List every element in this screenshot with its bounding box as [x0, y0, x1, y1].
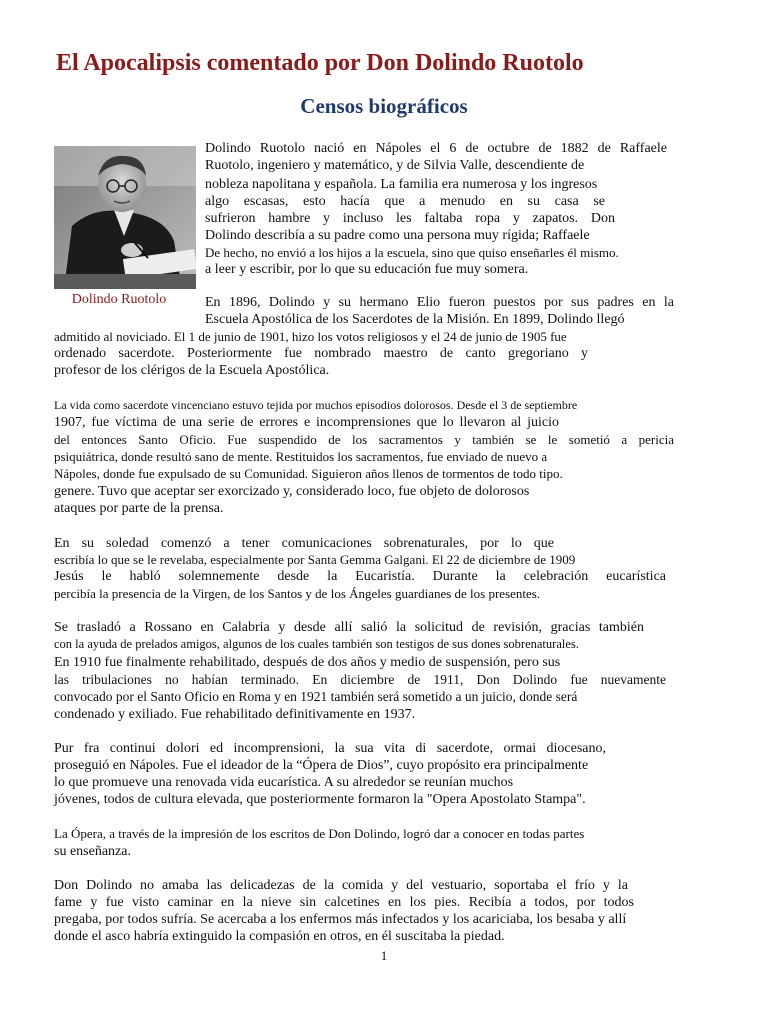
text-line: algo escasas, esto hacía que a menudo en su casa se — [205, 194, 605, 209]
text-line: De hecho, no envió a los hijos a la escuela, sino que quiso enseñarles él mismo. — [205, 245, 619, 260]
text-line: percibía la presencia de la Virgen, de los Santos y de los Ángeles guardianes de los presentes. — [54, 586, 541, 601]
text-line: La Ópera, a través de la impresión de los escritos de Don Dolindo, logró dar a conocer en todas partes — [54, 826, 585, 841]
text-line: pregaba, por todos sufría. Se acercaba a los enfermos más infectados y los acariciaba, los besaba y allí — [54, 912, 627, 927]
text-line: ataques por parte de la prensa. — [54, 501, 224, 516]
text-line: nobleza napolitana y española. La familia era numerosa y los ingresos — [205, 177, 598, 192]
portrait-photo — [54, 146, 196, 289]
page-number: 1 — [380, 948, 388, 963]
text-line: Dolindo describía a su padre como una persona muy rígida; Raffaele — [205, 228, 590, 243]
text-line: su enseñanza. — [54, 844, 131, 859]
text-line: jóvenes, todos de cultura elevada, que posteriormente formaron la "Opera Apostolato Stampa". — [54, 792, 586, 807]
text-line: condenado y exiliado. Fue rehabilitado definitivamente en 1937. — [54, 707, 416, 722]
text-line: escribía lo que se le revelaba, especialmente por Santa Gemma Galgani. El 22 de diciembre de 1909 — [54, 552, 576, 567]
text-line: La vida como sacerdote vincenciano estuvo tejida por muchos episodios dolorosos. Desde el 3 de septiembre — [54, 398, 578, 412]
text-line: genere. Tuvo que aceptar ser exorcizado y, considerado loco, fue objeto de dolorosos — [54, 484, 530, 499]
text-line: las tribulaciones no habían terminado. En diciembre de 1911, Don Dolindo fue nuevamente — [54, 672, 666, 687]
text-line: Dolindo Ruotolo nació en Nápoles el 6 de octubre de 1882 de Raffaele — [205, 141, 667, 156]
text-line: En 1896, Dolindo y su hermano Elio fueron puestos por sus padres en la — [205, 295, 674, 310]
document-title: El Apocalipsis comentado por Don Dolindo Ruotolo — [56, 50, 584, 76]
text-line: donde el asco habría extinguido la compasión en otros, en él suscitaba la piedad. — [54, 929, 505, 944]
text-line: lo que promueve una renovada vida eucarística. A su alrededor se reunían muchos — [54, 775, 514, 790]
text-line: Jesús le habló solemnemente desde la Eucaristía. Durante la celebración eucarística — [54, 569, 666, 584]
text-line: fame y fue visto caminar en la nieve sin calcetines en los pies. Recibía a todos, por todos — [54, 895, 634, 910]
text-line: En 1910 fue finalmente rehabilitado, después de dos años y medio de suspensión, pero sus — [54, 655, 561, 670]
text-line: a leer y escribir, por lo que su educación fue muy somera. — [205, 262, 529, 277]
text-line: con la ayuda de prelados amigos, algunos de los cuales también son testigos de sus dones sobrenaturales. — [54, 637, 579, 651]
text-line: proseguió en Nápoles. Fue el ideador de la “Ópera de Dios”, cuyo propósito era principalmente — [54, 758, 589, 773]
photo-caption: Dolindo Ruotolo — [71, 292, 167, 307]
text-line: profesor de los clérigos de la Escuela Apostólica. — [54, 363, 330, 378]
text-line: del entonces Santo Oficio. Fue suspendido de los sacramentos y también se le sometió a pericia — [54, 432, 674, 447]
text-line: 1907, fue víctima de una serie de errores e incomprensiones que lo llevaron al juicio — [54, 415, 559, 430]
text-line: admitido al noviciado. El 1 de junio de 1901, hizo los votos religiosos y el 24 de junio de 1905 fue — [54, 329, 567, 344]
text-line: En su soledad comenzó a tener comunicaciones sobrenaturales, por lo que — [54, 536, 554, 551]
text-line: convocado por el Santo Oficio en Roma y en 1921 también será sometido a un juicio, donde será — [54, 689, 578, 704]
text-line: psiquiátrica, donde resultó sano de mente. Restituidos los sacramentos, fue enviado de nuevo a — [54, 449, 548, 464]
text-line: Pur fra continui dolori ed incomprensioni, la sua vita di sacerdote, ormai diocesano, — [54, 741, 606, 756]
text-line: Don Dolindo no amaba las delicadezas de la comida y del vestuario, soportaba el frío y la — [54, 878, 628, 893]
text-line: ordenado sacerdote. Posteriormente fue nombrado maestro de canto gregoriano y — [54, 346, 588, 361]
text-line: Ruotolo, ingeniero y matemático, y de Silvia Valle, descendiente de — [205, 158, 585, 173]
text-line: sufrieron hambre y incluso les faltaba ropa y zapatos. Don — [205, 211, 615, 226]
section-subtitle: Censos biográficos — [300, 94, 468, 118]
text-line: Se trasladó a Rossano en Calabria y desde allí salió la solicitud de revisión, gracias también — [54, 620, 644, 635]
text-line: Escuela Apostólica de los Sacerdotes de la Misión. En 1899, Dolindo llegó — [205, 312, 625, 327]
text-line: Nápoles, donde fue expulsado de su Comunidad. Siguieron años llenos de tormentos de todo tipo. — [54, 466, 563, 481]
